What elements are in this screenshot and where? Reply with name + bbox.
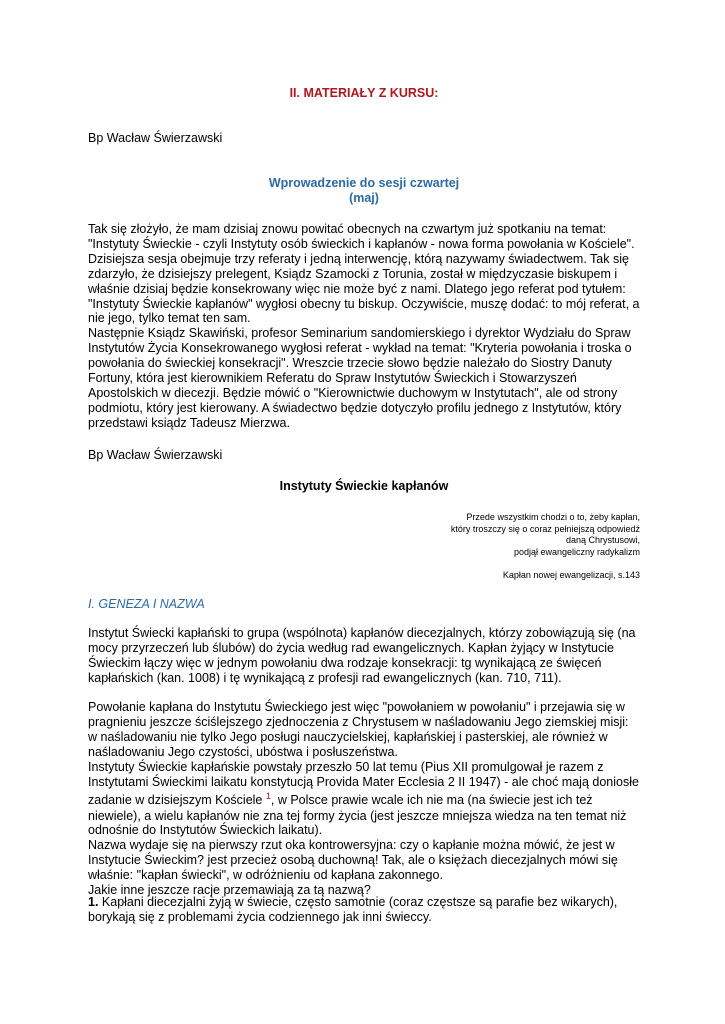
paragraph-text: Instytuty Świeckie kapłańskie powstały przeszło 50 lat temu (Pius XII promulgował je razem z Instytutami Świeckimi laikatu konstytucją Provida Mater Ecclesia 2 II 1947) - ale choć mają doniosłe zadanie w dzisiejszym Kościele [88,759,639,808]
paragraph: Instytut Świecki kapłański to grupa (wspólnota) kapłanów diecezjalnych, którzy zobowiązują się (na mocy przyrzeczeń lub ślubów) do życia według rad ewangelicznych. Kapłan żyjący w Instytucie Świeckim łączy więc w jednym powołaniu dwa rodzaje konsekracji: tg wynikającą ze święceń kapłańskich (kan. 1008) i tę wynikającą z profesji rad ewangelicznych (kan. 710, 711). [88,626,636,685]
epigraph-line: podjął ewangeliczny radykalizm [513,546,640,557]
epigraph [340,512,640,558]
intro-paragraph: Następnie Ksiądz Skawiński, profesor Seminarium sandomierskiego i dyrektor Wydziału do Spraw Instytutów Życia Konsekrowanego wygłosi referat - wykład na temat: "Kryteria powołania i troska o powołania do świeckiej konsekracji". Wreszcie trzecie słowo będzie należało do Siostry Danuty Fortuny, która jest kierownikiem Referatu do Spraw Instytutów Świeckich i Stowarzyszeń Apostolskich w diecezji. Będzie mówić o "Kierownictwie duchowym w Instytutach", ale od strony podmiotu, który jest kierowany. A świadectwo będzie dotyczyło profilu jednego z Instytutów, który przedstawi ksiądz Tadeusz Mierzwa. [88,326,632,430]
paragraph [88,895,640,925]
body-paragraph-1 [88,626,640,686]
epigraph-source: Kapłan nowej ewangelizacji, s.143 [502,570,640,580]
epigraph-line: Przede wszystkim chodzi o to, żeby kapłan, [466,512,640,522]
section-title: I. GENEZA I NAZWA [88,597,205,611]
intro-title-subline: (maj) [349,191,379,205]
intro-paragraph: Tak się złożyło, że mam dzisiaj znowu powitać obecnych na czwartym już spotkaniu na temat: "Instytuty Świeckie - czyli Instytuty osób świeckich i kapłanów - nowa forma powołania w Kościele". Dzisiejsza sesja obejmuje trzy referaty i jedną interwencję, którą nazywamy świadectwem. Tak się zdarzyło, że dzisiejszy prelegent, Ksiądz Szamocki z Torunia, został w międzyczasie biskupem i właśnie dzisiaj będzie konsekrowany więc nie może być z nami. Dlatego jego referat pod tytułem: "Instytuty Świeckie kapłanów" wygłosi obecny tu biskup. Oczywiście, muszę dodać: to mój referat, a nie jego, tylko temat ten sam. [88,222,640,326]
footnote-marker[interactable]: 1 [265,791,271,802]
epigraph-line: który troszczy się o coraz pełniejszą odpowiedź [450,523,640,534]
paragraph-text: , w Polsce prawie wcale ich nie ma (na świecie jest ich też niewiele), a wielu kapłanów nie zna tej formy życia (jest jeszcze mniejsza wiedza na ten temat niż odnośnie do Instytutów Świeckich laikatu). [88,793,627,838]
author-name-2: Bp Wacław Świerzawski [88,448,223,462]
section-heading: II. MATERIAŁY Z KURSU: [289,86,439,100]
article-title: Instytuty Świeckie kapłanów [279,479,449,493]
paragraph: Powołanie kapłana do Instytutu Świeckiego jest więc "powołaniem w powołaniu" i przejawia się w pragnieniu jeszcze ściślejszego zjednoczenia z Chrystusem w naśladowaniu Jego ziemskiej misji: w naśladowaniu nie tylko Jego posługi nauczycielskiej, kapłańskiej i pasterskiej, ale również w naśladowaniu Jego czystości, ubóstwa i posłuszeństwa. [88,700,629,759]
list-number: 1. [88,895,99,909]
intro-text [88,222,640,431]
intro-title-line: Wprowadzenie do sesji czwartej [268,176,460,190]
paragraph-text: Kapłani diecezjalni żyją w świecie, często samotnie (coraz częstsze są parafie bez wikarych), borykają się z problemami życia codziennego jak inni świeccy. [88,895,618,924]
epigraph-line: daną Chrystusowi, [565,535,640,545]
paragraph: Jakie inne jeszcze racje przemawiają za tą nazwą? [88,883,371,898]
paragraph: Nazwa wydaje się na pierwszy rzut oka kontrowersyjna: czy o kapłanie można mówić, że jest w Instytucie Świeckim? jest przecież osobą duchowną! Tak, ale o księżach diecezjalnych mówi się właśnie: "kapłan świecki", w odróżnieniu od kapłana zakonnego. [88,838,618,883]
paragraph [88,760,640,839]
author-name: Bp Wacław Świerzawski [88,131,223,145]
intro-title [88,176,640,206]
body-paragraph-numbered [88,895,640,925]
body-paragraph-2 [88,700,640,898]
